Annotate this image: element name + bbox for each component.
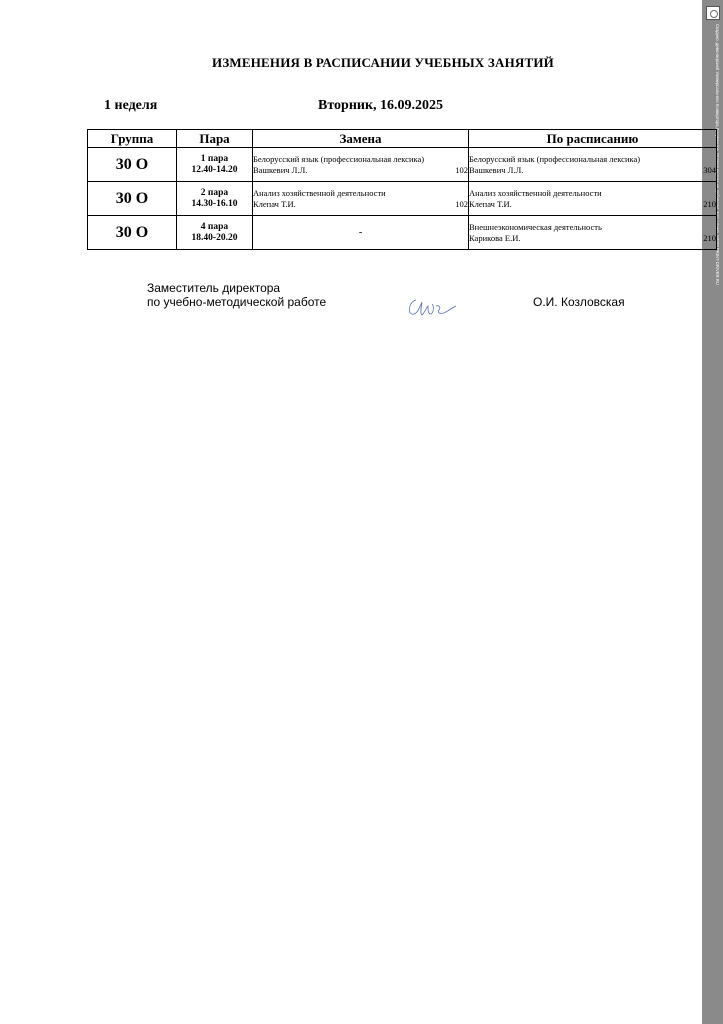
column-header-scheduled: По расписанию	[469, 130, 717, 148]
room-number: 210	[703, 232, 716, 243]
signatory-name: О.И. Козловская	[533, 295, 625, 309]
pair-time: 18.40-20.20	[191, 232, 238, 243]
teacher-name: Клепач Т.И.	[253, 198, 296, 209]
subject-name: Внешнеэкономическая деятельность	[469, 221, 602, 232]
position-line-1: Заместитель директора	[147, 281, 281, 295]
column-header-pair: Пара	[177, 130, 253, 148]
subject-name: Анализ хозяйственной деятельности	[469, 187, 602, 198]
teacher-name: Карикова Е.И.	[469, 232, 521, 243]
signatory-position	[147, 281, 326, 309]
pair-time: 12.40-14.20	[191, 164, 238, 175]
subject-name: Белорусский язык (профессиональная лексика)	[253, 153, 425, 164]
pair-cell	[177, 182, 253, 216]
scheduled-cell	[469, 148, 717, 182]
pair-time: 14.30-16.10	[191, 198, 238, 209]
table-row	[88, 182, 717, 216]
scheduled-cell	[469, 182, 717, 216]
table-row	[88, 216, 717, 250]
table-header-row	[88, 130, 717, 148]
room-number: 304	[703, 164, 716, 175]
scheduled-cell	[469, 216, 717, 250]
teacher-name: Вашкевич Л.Л.	[469, 164, 524, 175]
page-title: ИЗМЕНЕНИЯ В РАСПИСАНИИ УЧЕБНЫХ ЗАНЯТИЙ	[212, 55, 554, 70]
room-number: 102	[455, 198, 468, 209]
subject-name: Белорусский язык (профессиональная лексика)	[469, 153, 641, 164]
handwritten-signature	[404, 294, 460, 320]
replacement-cell: -	[253, 216, 469, 250]
pair-number: 2 пара	[200, 187, 229, 198]
pair-number: 1 пара	[200, 153, 229, 164]
column-header-group: Группа	[88, 130, 177, 148]
converter-stamp-text: Создано: демо-версией Универсального Конвертора Документов. Полная версия не добавляет этот штамп. WWW.PRINT-DRIVER.RU	[715, 24, 720, 285]
teacher-name: Вашкевич Л.Л.	[253, 164, 308, 175]
room-number: 210	[703, 198, 716, 209]
schedule-table	[87, 129, 717, 250]
converter-logo-icon	[706, 6, 720, 20]
position-line-2: по учебно-методической работе	[147, 295, 327, 309]
teacher-name: Клепач Т.И.	[469, 198, 512, 209]
table-row	[88, 148, 717, 182]
pair-cell	[177, 148, 253, 182]
room-number: 102	[455, 164, 468, 175]
replacement-cell	[253, 182, 469, 216]
group-cell: 30 О	[88, 216, 177, 250]
group-cell: 30 О	[88, 148, 177, 182]
pair-number: 4 пара	[200, 221, 229, 232]
pair-cell	[177, 216, 253, 250]
group-cell: 30 О	[88, 182, 177, 216]
column-header-replacement: Замена	[253, 130, 469, 148]
subject-name: Анализ хозяйственной деятельности	[253, 187, 386, 198]
replacement-cell	[253, 148, 469, 182]
week-label: 1 неделя	[104, 98, 158, 113]
date-label: Вторник, 16.09.2025	[318, 98, 444, 113]
